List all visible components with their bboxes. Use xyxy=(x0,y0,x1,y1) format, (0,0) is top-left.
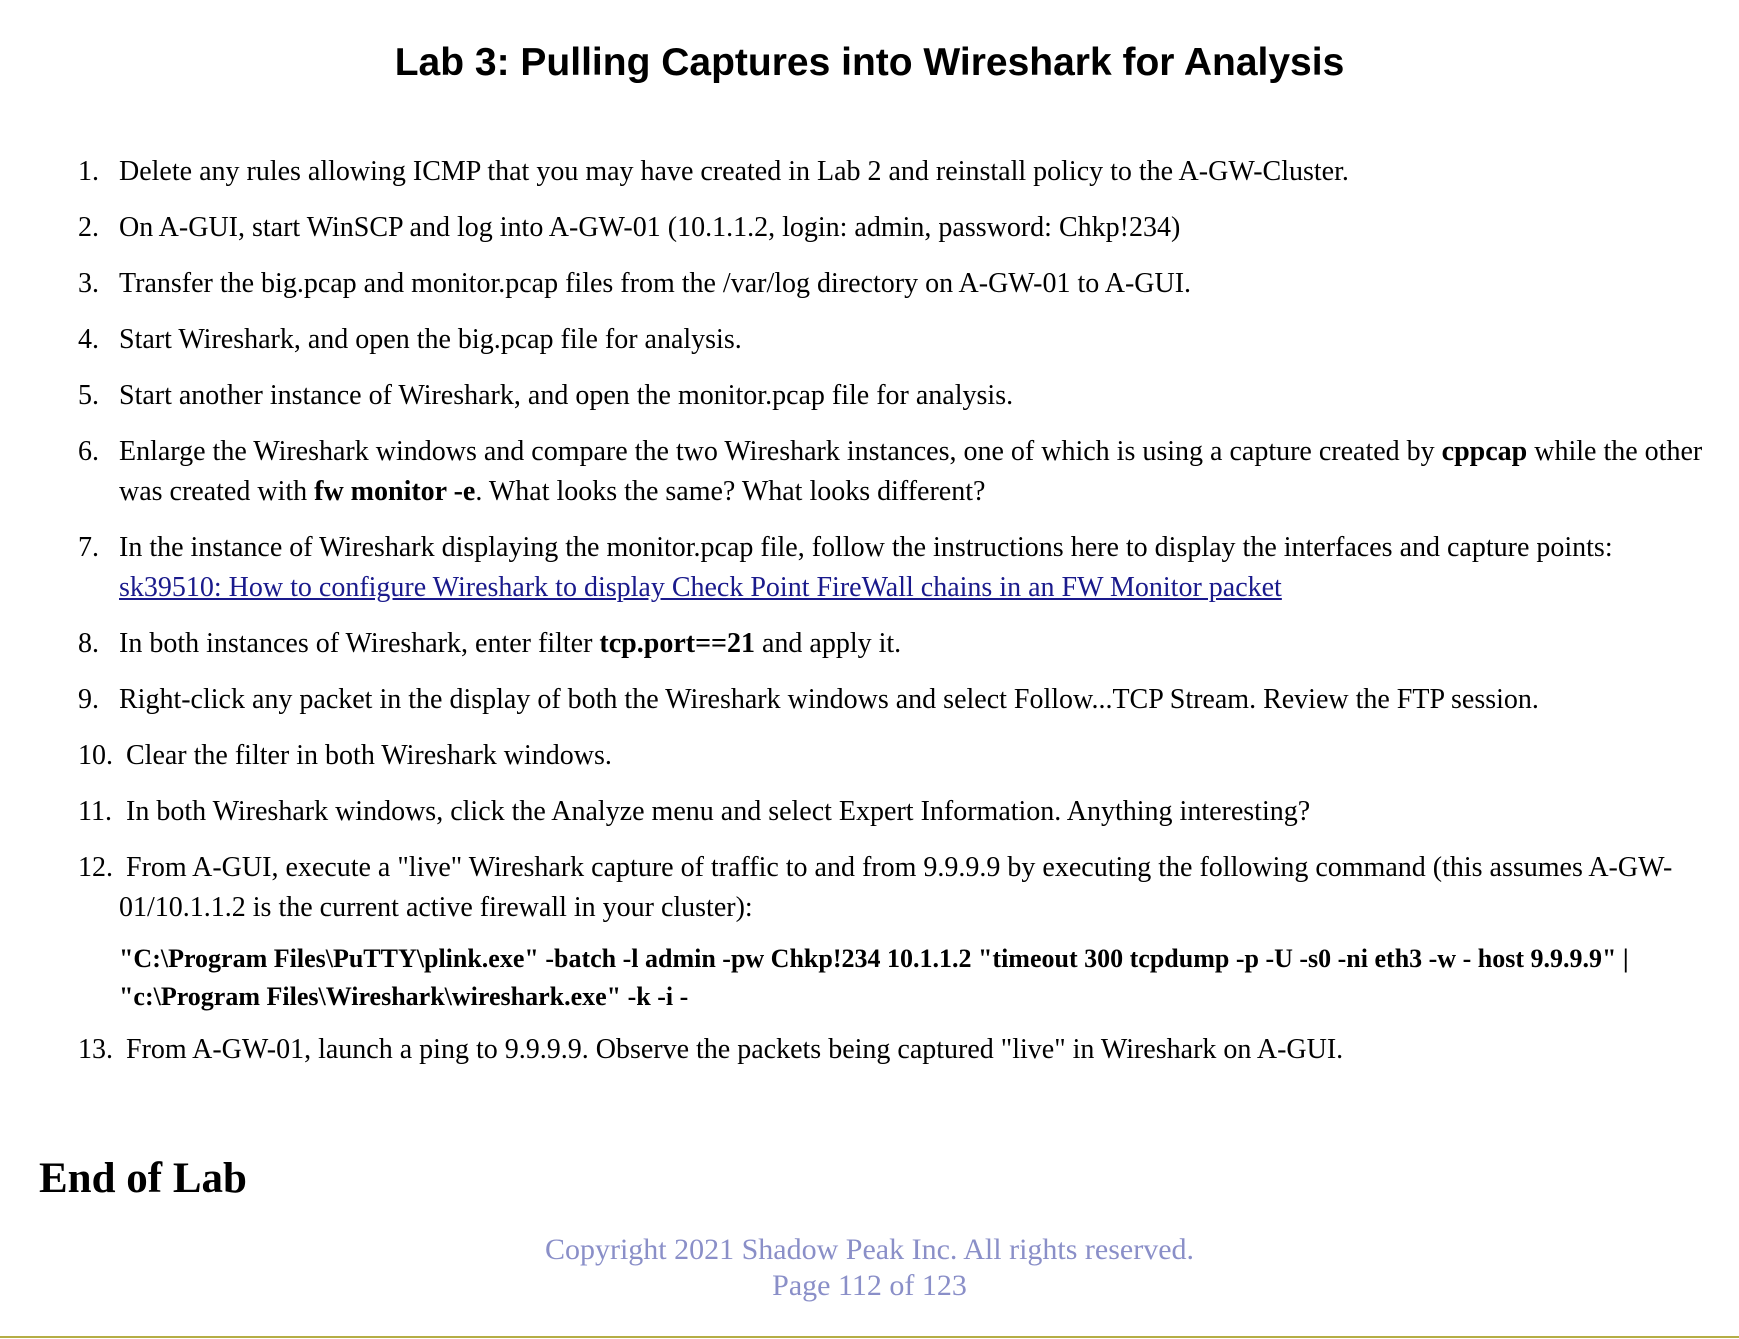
step-4 xyxy=(78,320,1718,360)
step-text: Delete any rules allowing ICMP that you may have created in Lab 2 and reinstall policy to the A-GW-Cluster. xyxy=(119,156,1349,187)
step-text: From A-GUI, execute a "live" Wireshark capture of traffic to and from 9.9.9.9 by executing the following command (this assumes A-GW-01/10.1.1.2 is the current active firewall in your cluster): xyxy=(119,852,1673,923)
copyright-text: Copyright 2021 Shadow Peak Inc. All rights reserved. xyxy=(544,1233,1195,1266)
step-6 xyxy=(78,432,1718,512)
step-text: In both instances of Wireshark, enter filter xyxy=(119,628,600,659)
step-number: 11. xyxy=(78,796,112,827)
step-number: 7. xyxy=(78,532,99,563)
step-text: On A-GUI, start WinSCP and log into A-GW-01 (10.1.1.2, login: admin, password: Chkp!234) xyxy=(119,212,1181,243)
step-bold-term: cppcap xyxy=(1441,436,1528,467)
step-text: Transfer the big.pcap and monitor.pcap files from the /var/log directory on A-GW-01 to A-GUI. xyxy=(119,268,1192,299)
step-text: . What looks the same? What looks different? xyxy=(475,476,986,507)
step-text: and apply it. xyxy=(754,628,902,659)
step-text: Clear the filter in both Wireshark windows. xyxy=(126,740,612,771)
step-2 xyxy=(78,208,1718,248)
step-text: Start Wireshark, and open the big.pcap file for analysis. xyxy=(119,324,742,355)
step-text: while the other was created with xyxy=(119,436,1703,507)
step-number: 4. xyxy=(78,324,99,355)
end-of-lab-heading: End of Lab xyxy=(39,1155,247,1202)
step-number: 2. xyxy=(78,212,99,243)
step-7 xyxy=(78,528,1718,608)
step-10 xyxy=(78,736,1718,776)
step-13 xyxy=(78,1030,1718,1070)
step-text: Enlarge the Wireshark windows and compare the two Wireshark instances, one of which is using a capture created by xyxy=(119,436,1442,467)
step-text: In both Wireshark windows, click the Analyze menu and select Expert Information. Anything interesting? xyxy=(126,796,1311,827)
step-bold-term: tcp.port==21 xyxy=(599,628,755,659)
bottom-rule xyxy=(0,1336,1739,1338)
step-text: Start another instance of Wireshark, and open the monitor.pcap file for analysis. xyxy=(119,380,1014,411)
step-9 xyxy=(78,680,1718,720)
step-number: 9. xyxy=(78,684,99,715)
step-number: 5. xyxy=(78,380,99,411)
page-footer xyxy=(0,1232,1739,1304)
page-number: Page 112 of 123 xyxy=(772,1269,967,1302)
step-number: 3. xyxy=(78,268,99,299)
step-number: 6. xyxy=(78,436,99,467)
step-number: 12. xyxy=(78,852,113,883)
step-number: 10. xyxy=(78,740,113,771)
step-text: From A-GW-01, launch a ping to 9.9.9.9. Observe the packets being captured "live" in Wireshark on A-GUI. xyxy=(126,1034,1344,1065)
sk39510-link[interactable]: sk39510: How to configure Wireshark to display Check Point FireWall chains in an FW Monitor packet xyxy=(119,572,1282,603)
step-number: 8. xyxy=(78,628,99,659)
step-5 xyxy=(78,376,1718,416)
step-bold-term: fw monitor -e xyxy=(314,476,476,507)
step-12 xyxy=(78,848,1718,928)
step-text: In the instance of Wireshark displaying the monitor.pcap file, follow the instructions here to display the interfaces and capture points: xyxy=(119,532,1613,563)
step-text: Right-click any packet in the display of both the Wireshark windows and select Follow...TCP Stream. Review the FTP session. xyxy=(119,684,1539,715)
step-8 xyxy=(78,624,1718,664)
page-title: Lab 3: Pulling Captures into Wireshark for Analysis xyxy=(394,41,1345,84)
step-1 xyxy=(78,152,1718,192)
command-block: "C:\Program Files\PuTTY\plink.exe" -batch -l admin -pw Chkp!234 10.1.1.2 "timeout 300 tcpdump -p -U -s0 -ni eth3 -w - host 9.9.9.9" | "c:\Program Files\Wireshark\wireshark.exe" -k -i - xyxy=(119,944,1629,1011)
step-number: 13. xyxy=(78,1034,113,1065)
step-11 xyxy=(78,792,1718,832)
step-number: 1. xyxy=(78,156,99,187)
step-3 xyxy=(78,264,1718,304)
lab-steps-list xyxy=(78,152,1718,1086)
